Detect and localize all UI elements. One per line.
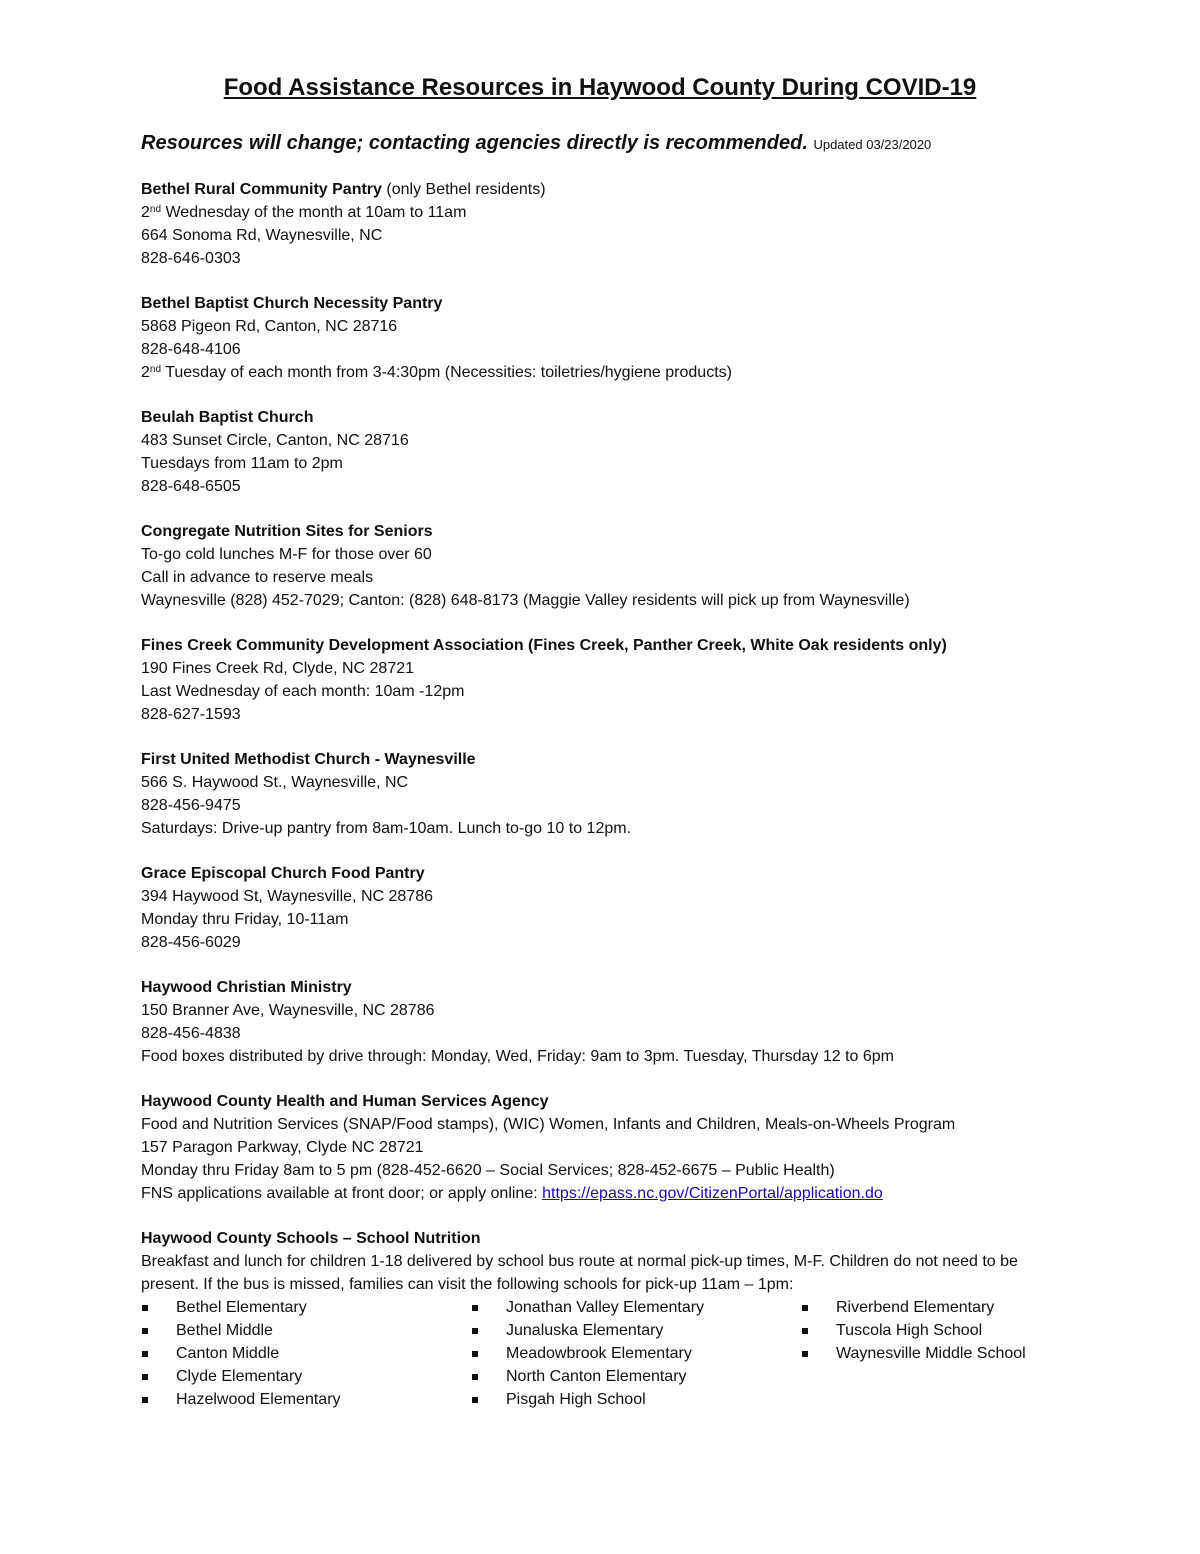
resource-address: 394 Haywood St, Waynesville, NC 28786 [141,888,433,905]
school-name: Jonathan Valley Elementary [506,1299,705,1316]
resource-address: 664 Sonoma Rd, Waynesville, NC [141,227,383,244]
subtitle [141,128,1141,160]
resource-address: 566 S. Haywood St., Waynesville, NC [141,774,409,791]
application-link[interactable]: https://epass.nc.gov/CitizenPortal/application.do [542,1185,883,1202]
resource-address: 5868 Pigeon Rd, Canton, NC 28716 [141,318,398,335]
school-name: Junaluska Elementary [506,1322,664,1339]
resource-phone: Waynesville (828) 452-7029; Canton: (828) 648-8173 (Maggie Valley residents will pick up from Waynesville) [141,592,910,609]
school-list-item [141,1342,471,1365]
resource-detail: To-go cold lunches M-F for those over 60 [141,546,432,563]
square-bullet-icon [802,1328,808,1334]
resource-entry [141,976,1061,1068]
resource-entry [141,634,1061,726]
ordinal-suffix: nd [149,204,162,215]
square-bullet-icon [142,1305,148,1311]
school-list [141,1296,1061,1411]
school-list-item [471,1388,801,1411]
resource-name: Beulah Baptist Church [141,409,314,426]
school-name: Bethel Elementary [176,1299,307,1316]
school-list-item [471,1365,801,1388]
resource-schedule: Tuesdays from 11am to 2pm [141,455,343,472]
school-list-item [141,1365,471,1388]
resource-name: Fines Creek Community Development Association (Fines Creek, Panther Creek, White Oak residents only) [141,637,947,654]
square-bullet-icon [802,1351,808,1357]
square-bullet-icon [472,1374,478,1380]
school-name: Meadowbrook Elementary [506,1345,692,1362]
school-name: Waynesville Middle School [836,1345,1026,1362]
school-list-item [141,1296,471,1319]
school-list-item [471,1296,801,1319]
application-text: FNS applications available at front door; or apply online: [141,1185,543,1202]
square-bullet-icon [142,1351,148,1357]
school-name: Pisgah High School [506,1391,646,1408]
resource-address: 150 Branner Ave, Waynesville, NC 28786 [141,1002,435,1019]
resource-entry [141,1090,1061,1205]
resource-schedule: Monday thru Friday 8am to 5 pm (828-452-6620 – Social Services; 828-452-6675 – Public Health) [141,1162,835,1179]
resource-phone: 828-646-0303 [141,250,241,267]
square-bullet-icon [142,1397,148,1403]
school-name: Hazelwood Elementary [176,1391,341,1408]
school-list-item [141,1319,471,1342]
ordinal-suffix: nd [149,364,162,375]
resource-phone: 828-456-6029 [141,934,241,951]
subtitle-period: . [802,132,808,154]
resource-entry [141,748,1061,840]
schedule-text: Wednesday of the month at 10am to 11am [161,204,467,221]
resource-phone: 828-627-1593 [141,706,241,723]
square-bullet-icon [472,1305,478,1311]
resource-entry [141,406,1061,498]
resource-address: 157 Paragon Parkway, Clyde NC 28721 [141,1139,424,1156]
resource-name-note: (only Bethel residents) [386,181,546,198]
schools-description: Breakfast and lunch for children 1-18 delivered by school bus route at normal pick-up times, M-F. Children do not need to be present. If the bus is missed, families can visit the following schools for pick-up 11am – 1pm: [141,1253,1018,1293]
resource-address: 483 Sunset Circle, Canton, NC 28716 [141,432,409,449]
resource-name: Haywood County Health and Human Services Agency [141,1093,549,1110]
resource-entry [141,178,1061,270]
square-bullet-icon [142,1328,148,1334]
resource-name: Bethel Rural Community Pantry [141,181,382,198]
schedule-text: Tuesday of each month from 3-4:30pm (Necessities: toiletries/hygiene products) [161,364,732,381]
resource-phone: 828-456-4838 [141,1025,241,1042]
resource-name: Congregate Nutrition Sites for Seniors [141,523,433,540]
school-list-item [801,1319,1131,1342]
resource-name: Haywood County Schools – School Nutrition [141,1230,481,1247]
square-bullet-icon [802,1305,808,1311]
resource-schedule [141,201,1061,224]
school-name: Canton Middle [176,1345,280,1362]
resource-entry [141,862,1061,954]
ordinal-number: 2 [141,204,150,221]
school-list-item [141,1388,471,1411]
resource-schedule: Monday thru Friday, 10-11am [141,911,349,928]
subtitle-notice: Resources will change; contacting agencies directly is recommended [141,132,803,154]
resource-list [141,178,1061,1433]
resource-address: 190 Fines Creek Rd, Clyde, NC 28721 [141,660,415,677]
resource-entry [141,520,1061,612]
resource-name: Haywood Christian Ministry [141,979,352,996]
square-bullet-icon [472,1351,478,1357]
resource-services: Food and Nutrition Services (SNAP/Food stamps), (WIC) Women, Infants and Children, Meals-on-Wheels Program [141,1116,956,1133]
school-name: North Canton Elementary [506,1368,687,1385]
school-name: Bethel Middle [176,1322,273,1339]
resource-schedule: Last Wednesday of each month: 10am -12pm [141,683,465,700]
resource-phone: 828-456-9475 [141,797,241,814]
school-column [801,1296,1131,1411]
resource-schedule: Food boxes distributed by drive through: Monday, Wed, Friday: 9am to 3pm. Tuesday, Thursday 12 to 6pm [141,1048,894,1065]
page-title: Food Assistance Resources in Haywood County During COVID-19 [223,74,977,101]
school-list-item [801,1296,1131,1319]
ordinal-number: 2 [141,364,150,381]
resource-entry [141,292,1061,384]
resource-detail: Call in advance to reserve meals [141,569,374,586]
school-list-item [471,1342,801,1365]
square-bullet-icon [472,1397,478,1403]
updated-date: Updated 03/23/2020 [813,137,932,152]
school-list-item [471,1319,801,1342]
resource-name: First United Methodist Church - Waynesville [141,751,476,768]
school-name: Clyde Elementary [176,1368,303,1385]
square-bullet-icon [472,1328,478,1334]
school-list-item [801,1342,1131,1365]
resource-name: Grace Episcopal Church Food Pantry [141,865,425,882]
schools-section [141,1227,1061,1411]
resource-schedule [141,361,1061,384]
school-column [471,1296,801,1411]
school-name: Tuscola High School [836,1322,983,1339]
resource-name: Bethel Baptist Church Necessity Pantry [141,295,443,312]
resource-phone: 828-648-6505 [141,478,241,495]
resource-heading [141,178,1061,201]
resource-schedule: Saturdays: Drive-up pantry from 8am-10am. Lunch to-go 10 to 12pm. [141,820,632,837]
resource-phone: 828-648-4106 [141,341,241,358]
square-bullet-icon [142,1374,148,1380]
resource-application-info [141,1182,1061,1205]
school-name: Riverbend Elementary [836,1299,995,1316]
school-column [141,1296,471,1411]
